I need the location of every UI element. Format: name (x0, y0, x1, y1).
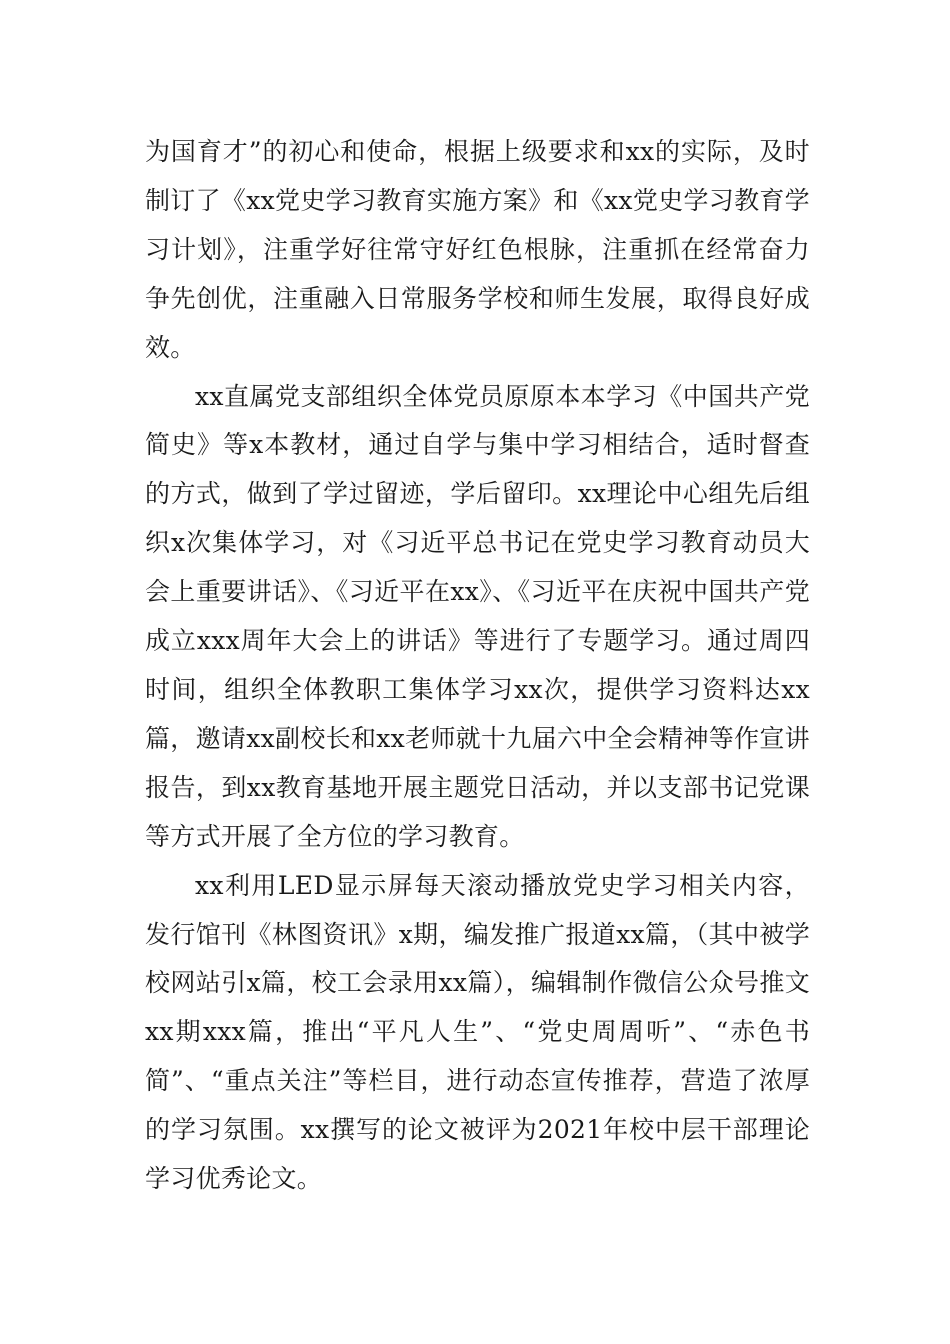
paragraph-continuation: 为国育才”的初心和使命，根据上级要求和xx的实际，及时制订了《xx党史学习教育实施方案》和《xx党史学习教育学习计划》，注重学好往常守好红色根脉，注重抓在经常奋力争先创优，注重融入日常服务学校和师生发展，取得良好成效。 (145, 137, 810, 362)
paragraph-study-activities: xx直属党支部组织全体党员原原本本学习《中国共产党简史》等x本教材，通过自学与集中学习相结合，适时督查的方式，做到了学过留迹，学后留印。xx理论中心组先后组织x次集体学习，对《习近平总书记在党史学习教育动员大会上重要讲话》、《习近平在xx》、《习近平在庆祝中国共产党成立xxx周年大会上的讲话》等进行了专题学习。通过周四时间，组织全体教职工集体学习xx次，提供学习资料达xx篇，邀请xx副校长和xx老师就十九届六中全会精神等作宣讲报告，到xx教育基地开展主题党日活动，并以支部书记党课等方式开展了全方位的学习教育。 (145, 381, 810, 851)
document-body (145, 128, 810, 1204)
paragraph-publicity: xx利用LED显示屏每天滚动播放党史学习相关内容，发行馆刊《林图资讯》x期，编发推广报道xx篇，（其中被学校网站引x篇，校工会录用xx篇），编辑制作微信公众号推文xx期xxx篇，推出“平凡人生”、“党史周周听”、“赤色书简”、“重点关注”等栏目，进行动态宣传推荐，营造了浓厚的学习氛围。xx撰写的论文被评为2021年校中层干部理论学习优秀论文。 (145, 870, 810, 1194)
